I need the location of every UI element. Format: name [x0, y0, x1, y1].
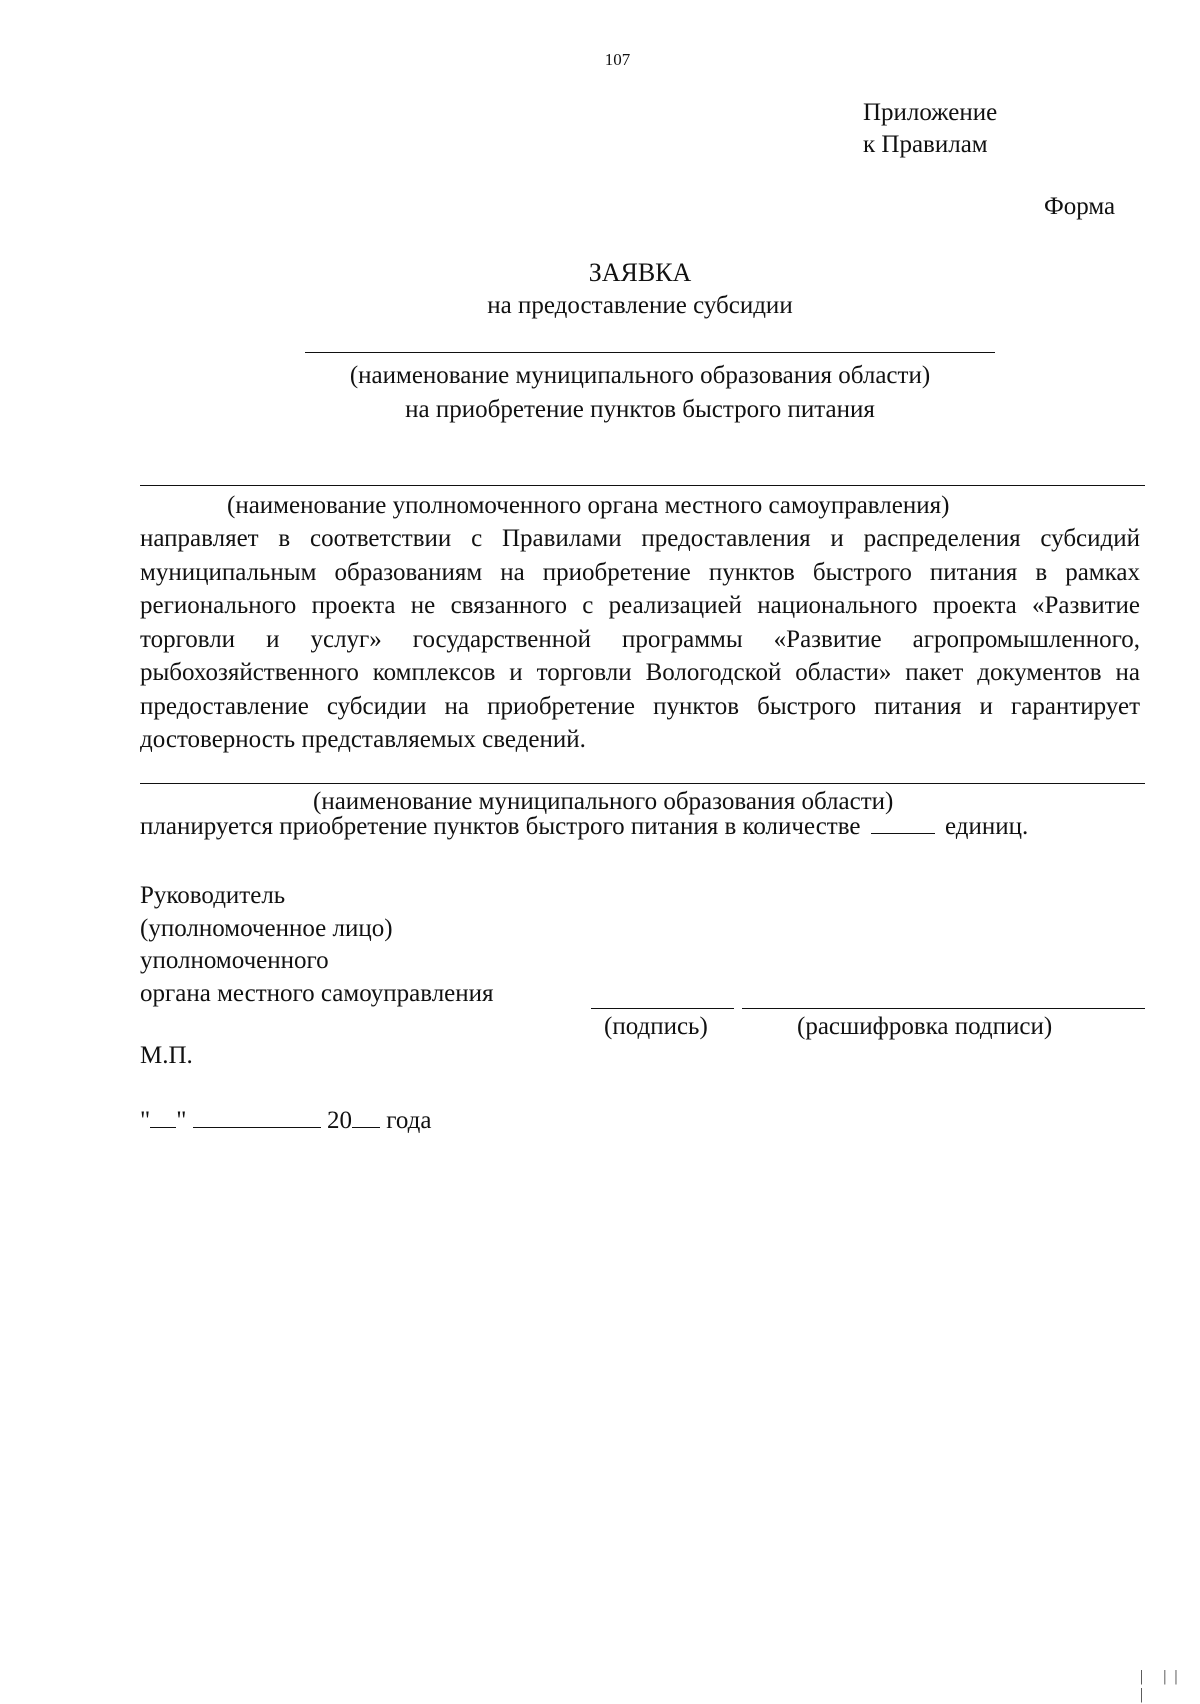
quantity-fill-blank[interactable] — [871, 815, 935, 834]
form-label: Форма — [1044, 193, 1116, 220]
signer-block — [140, 880, 494, 1010]
page-number: 107 — [604, 50, 631, 69]
signer-line-3: уполномоченного — [140, 947, 329, 974]
date-quote-close: " — [176, 1107, 187, 1134]
signer-line-1: Руководитель — [140, 882, 286, 909]
quantity-suffix: единиц. — [944, 813, 1029, 840]
date-year-prefix: 20 — [326, 1107, 352, 1134]
quantity-line — [140, 813, 1028, 841]
appendix-line-1: Приложение — [863, 99, 998, 126]
signer-line-2: (уполномоченное лицо) — [140, 914, 393, 942]
municipality-fill-line-2[interactable] — [140, 783, 1145, 784]
appendix-reference — [863, 97, 997, 161]
signer-line-4: органа местного самоуправления — [140, 979, 494, 1007]
date-quote-open: " — [140, 1107, 151, 1134]
document-title: ЗАЯВКА — [588, 258, 692, 287]
municipality-caption: (наименование муниципального образования области) — [349, 362, 931, 389]
appendix-line-2: к Правилам — [863, 131, 988, 158]
signature-decryption-caption: (расшифровка подписи) — [797, 1013, 1053, 1040]
authority-caption: (наименование уполномоченного органа местного самоуправления) — [227, 492, 950, 519]
document-subtitle-2: на приобретение пунктов быстрого питания — [405, 396, 875, 423]
date-year-blank[interactable] — [352, 1107, 380, 1128]
quantity-prefix: планируется приобретение пунктов быстрого питания в количестве — [140, 813, 861, 840]
document-subtitle: на предоставление субсидии — [487, 292, 793, 319]
signature-fill-line[interactable] — [591, 1008, 734, 1009]
date-day-blank[interactable] — [150, 1107, 176, 1128]
signature-decryption-fill-line[interactable] — [742, 1008, 1145, 1009]
date-year-suffix: года — [386, 1107, 432, 1134]
date-month-blank[interactable] — [193, 1107, 321, 1128]
municipality-fill-line[interactable] — [305, 352, 995, 353]
date-line — [140, 1107, 431, 1135]
signature-caption: (подпись) — [604, 1013, 708, 1040]
municipality-caption-2: (наименование муниципального образования области) — [313, 788, 894, 815]
stamp-placeholder: М.П. — [140, 1042, 193, 1069]
body-paragraph: направляет в соответствии с Правилами предоставления и распределения субсидий муниципальным образованиям на приобретение пунктов быстрого питания в рамках регионального проекта не связанного с реализацией национального проекта «Развитие торговли и услуг» государственной программы «Развитие агропромышленного, рыбохозяйственного комплексов и торговли Вологодской области» пакет документов на предоставление субсидии на приобретение пунктов быстрого питания и гарантирует достоверность представляемых сведений. — [140, 525, 1140, 753]
authority-fill-line[interactable] — [140, 485, 1145, 486]
scan-marks: | || | — [1140, 1668, 1186, 1703]
